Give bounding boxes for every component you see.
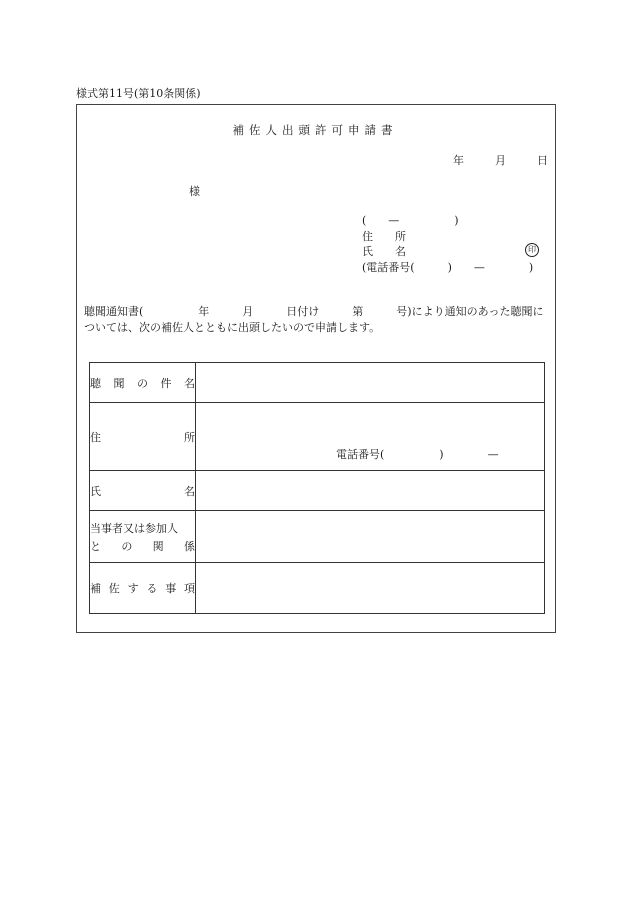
label-char: 所 [184, 430, 195, 444]
label-char: 佐 [108, 582, 120, 595]
table-row [90, 471, 545, 511]
table-row [90, 403, 545, 471]
label-char: す [127, 582, 139, 595]
seal-mark: 印 [525, 243, 539, 257]
label-char: 項 [183, 582, 195, 595]
applicant-name-label: 氏 名 [362, 245, 406, 258]
table-row [90, 563, 545, 614]
address-phone-line: 電話番号( ) — [336, 447, 499, 461]
label-char: と [90, 539, 101, 553]
label-char: 係 [183, 539, 195, 553]
table-row [90, 363, 545, 403]
label-char: 聞 [113, 376, 125, 390]
label-char: 補 [90, 582, 101, 595]
applicant-phone: (電話番号( ) — ) [362, 260, 534, 274]
label-char: 件 [160, 376, 172, 390]
relationship-label-line1: 当事者又は参加人 [90, 521, 178, 535]
label-char: 住 [90, 430, 101, 444]
name-field[interactable] [196, 471, 545, 511]
applicant-postal: ( — ) [362, 214, 459, 227]
label-char: の [137, 376, 148, 390]
assist-matters-field[interactable] [196, 563, 545, 614]
row-label-assist-matters [90, 563, 196, 614]
row-label-name [90, 471, 196, 511]
label-char: 事 [165, 582, 177, 595]
row-label-relationship [90, 511, 196, 563]
applicant-block [362, 213, 533, 275]
address-field[interactable] [196, 403, 545, 471]
date-month: 月 [495, 154, 506, 167]
label-char: の [121, 539, 133, 553]
addressee-suffix: 様 [189, 185, 200, 198]
label-char: 関 [152, 539, 164, 553]
document-title: 補佐人出頭許可申請書 [232, 123, 398, 137]
relationship-field[interactable] [196, 511, 545, 563]
hearing-subject-field[interactable] [196, 363, 545, 403]
request-statement: 聴聞通知書( 年 月 日付け 第 号)により通知のあった聴聞については、次の補佐人とともに出頭したいので申請します。 [84, 305, 544, 334]
label-char: 氏 [90, 484, 101, 498]
date-day: 日 [537, 154, 548, 167]
label-char: 名 [184, 376, 195, 390]
table-row [90, 511, 545, 563]
row-label-address [90, 403, 196, 471]
date-line [453, 152, 548, 168]
application-table [89, 362, 545, 614]
date-year: 年 [453, 154, 464, 167]
row-label-hearing-subject [90, 363, 196, 403]
label-char: 名 [184, 484, 195, 498]
label-char: る [146, 582, 158, 595]
applicant-address-label: 住 所 [362, 229, 406, 243]
form-number: 様式第11号(第10条関係) [76, 87, 201, 100]
label-char: 聴 [90, 376, 101, 390]
